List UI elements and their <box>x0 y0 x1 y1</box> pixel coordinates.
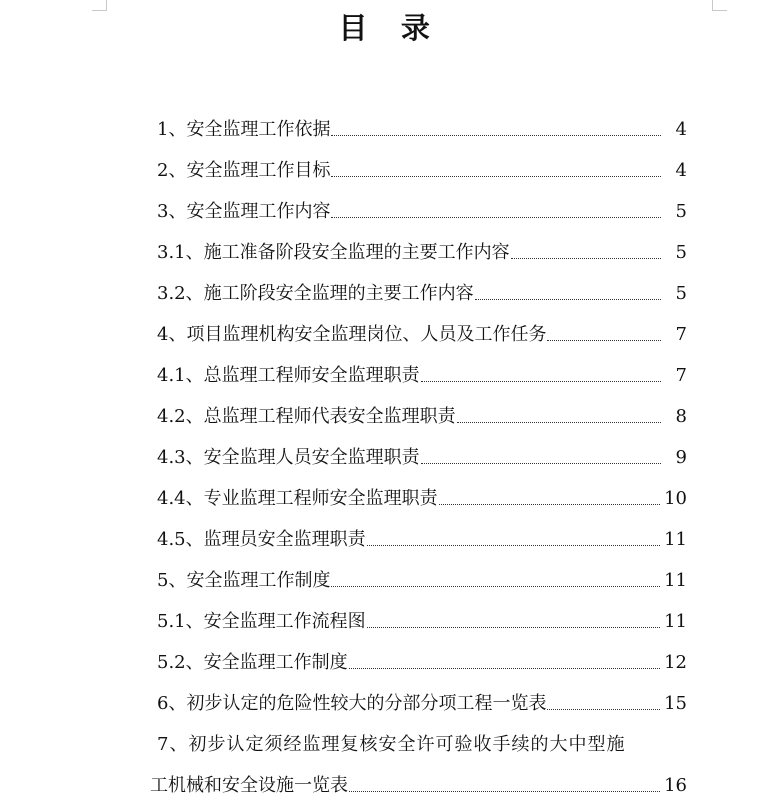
toc-entry[interactable] <box>157 221 687 262</box>
toc-entry-title: 5.2、安全监理工作制度 <box>157 652 348 673</box>
toc-entry-title: 1、安全监理工作依据 <box>157 119 331 140</box>
toc-entry[interactable] <box>157 262 687 303</box>
toc-page-number: 12 <box>664 652 687 673</box>
toc-entry-title: 4、项目监理机构安全监理岗位、人员及工作任务 <box>157 324 547 345</box>
toc-entry-title: 6、初步认定的危险性较大的分部分项工程一览表 <box>157 693 547 714</box>
toc-page-number: 11 <box>664 529 687 550</box>
toc-entry[interactable] <box>157 180 687 221</box>
toc-entry-title: 4.4、专业监理工程师安全监理职责 <box>157 488 438 509</box>
toc-page-number: 11 <box>664 611 687 632</box>
toc-entry-title: 3.1、施工准备阶段安全监理的主要工作内容 <box>157 242 510 263</box>
dot-leader <box>421 381 661 382</box>
toc-entry-line-2[interactable] <box>150 754 687 795</box>
table-of-contents <box>150 98 687 796</box>
dot-leader <box>421 463 661 464</box>
toc-entry-title: 3、安全监理工作内容 <box>157 201 331 222</box>
toc-entry-line-1[interactable] <box>157 713 687 754</box>
toc-entry-title: 5.1、安全监理工作流程图 <box>157 611 366 632</box>
toc-entry[interactable] <box>157 426 687 467</box>
toc-entry[interactable] <box>157 98 687 139</box>
dot-leader <box>331 135 661 136</box>
toc-entry[interactable] <box>157 631 687 672</box>
toc-entry[interactable] <box>157 385 687 426</box>
dot-leader <box>547 340 661 341</box>
toc-entry-title: 4.2、总监理工程师代表安全监理职责 <box>157 406 456 427</box>
toc-page-number: 16 <box>664 775 687 796</box>
toc-entry[interactable] <box>157 467 687 508</box>
dot-leader <box>511 258 661 259</box>
dot-leader <box>547 709 660 710</box>
toc-page-number: 5 <box>675 283 687 304</box>
toc-entry[interactable] <box>157 344 687 385</box>
dot-leader <box>349 791 660 792</box>
dot-leader <box>349 668 660 669</box>
toc-page-number: 9 <box>675 447 687 468</box>
toc-entry[interactable] <box>157 590 687 631</box>
toc-entry-title: 3.2、施工阶段安全监理的主要工作内容 <box>157 283 474 304</box>
toc-entry[interactable] <box>157 549 687 590</box>
dot-leader <box>331 217 661 218</box>
toc-page-number: 7 <box>675 324 687 345</box>
dot-leader <box>439 504 660 505</box>
dot-leader <box>367 545 660 546</box>
toc-entry-title: 5、安全监理工作制度 <box>157 570 331 591</box>
toc-entry-title: 4.3、安全监理人员安全监理职责 <box>157 447 420 468</box>
toc-entry[interactable] <box>157 508 687 549</box>
page-title: 目 录 <box>338 11 442 45</box>
toc-entry-title: 7、初步认定须经监理复核安全许可验收手续的大中型施 <box>157 734 626 755</box>
toc-page-number: 4 <box>675 119 687 140</box>
toc-entry-title: 4.5、监理员安全监理职责 <box>157 529 366 550</box>
toc-page-number: 10 <box>664 488 687 509</box>
toc-page-number: 15 <box>664 693 687 714</box>
toc-page-number: 8 <box>675 406 687 427</box>
toc-entry[interactable] <box>157 139 687 180</box>
toc-entry-title: 工机械和安全设施一览表 <box>150 775 348 796</box>
toc-page-number: 7 <box>675 365 687 386</box>
toc-page-number: 5 <box>675 201 687 222</box>
toc-entry-title: 2、安全监理工作目标 <box>157 160 331 181</box>
dot-leader <box>457 422 661 423</box>
toc-entry-title: 4.1、总监理工程师安全监理职责 <box>157 365 420 386</box>
toc-page-number: 5 <box>675 242 687 263</box>
dot-leader <box>475 299 661 300</box>
dot-leader <box>331 176 661 177</box>
toc-entry[interactable] <box>157 672 687 713</box>
toc-entry[interactable] <box>157 303 687 344</box>
dot-leader <box>331 586 660 587</box>
dot-leader <box>367 627 660 628</box>
toc-page-number: 4 <box>675 160 687 181</box>
toc-page-number: 11 <box>664 570 687 591</box>
